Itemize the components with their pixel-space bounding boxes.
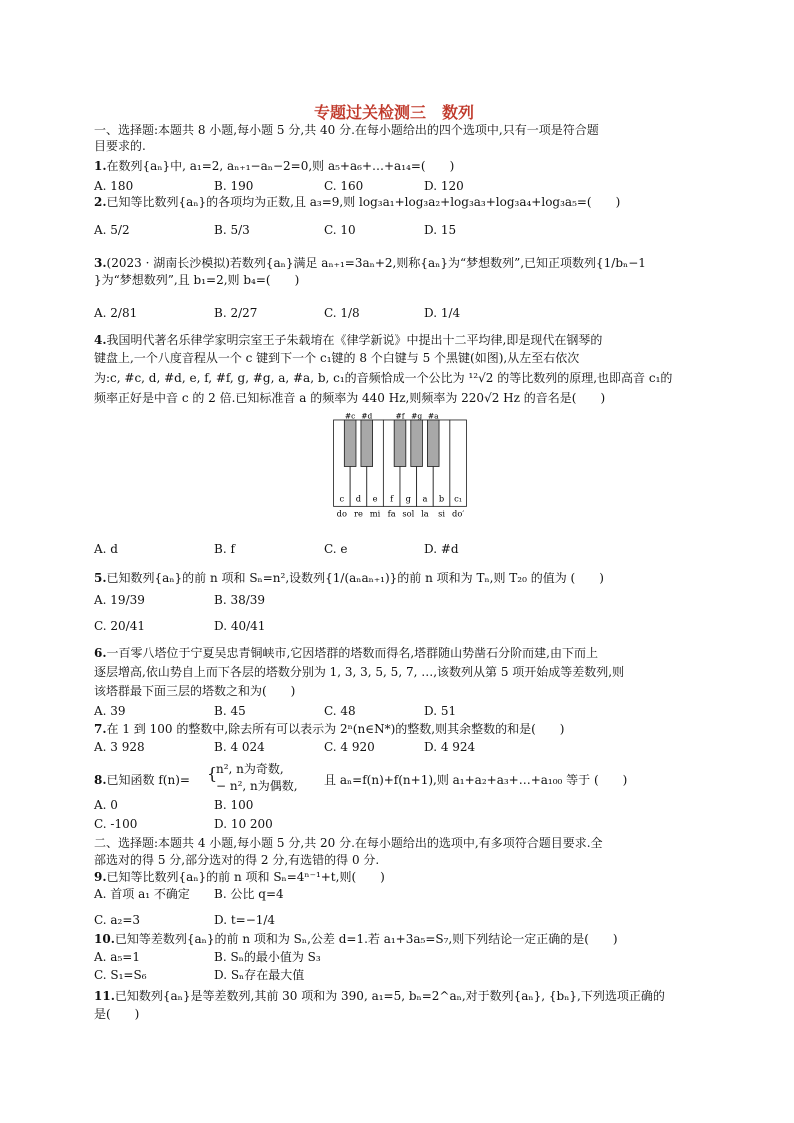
q8-case1: n², n为奇数, — [216, 762, 284, 776]
q6-option-d: D. 51 — [424, 704, 457, 718]
q2-option-d: D. 15 — [424, 223, 457, 237]
white-key-label: g — [405, 493, 411, 504]
q4-stem-l1: 4.我国明代著名乐律学家明宗室王子朱载堉在《律学新说》中提出十二平均律,即是现代在钢琴的 — [94, 333, 603, 347]
q2-option-c: C. 10 — [324, 223, 356, 237]
q4-option-c: C. e — [324, 542, 348, 556]
q4-option-a: A. d — [94, 542, 118, 556]
solfege-label: la — [421, 508, 429, 518]
q5-option-d: D. 40/41 — [214, 619, 266, 633]
solfege-label: si — [438, 508, 445, 518]
q4-option-b: B. f — [214, 542, 235, 556]
q8-option-d: D. 10 200 — [214, 817, 273, 831]
q3-option-a: A. 2/81 — [94, 306, 138, 320]
black-key-label: #f — [395, 411, 405, 421]
q11-stem-l2: 是( ) — [94, 1007, 140, 1021]
section1-heading-l2: 目要求的. — [94, 139, 146, 153]
section2-heading-l2: 部选对的得 5 分,部分选对的得 2 分,有选错的得 0 分. — [94, 853, 380, 867]
solfege-label: mi — [369, 508, 381, 518]
q10-option-d: D. Sₙ存在最大值 — [214, 968, 305, 982]
q1-option-a: A. 180 — [94, 179, 134, 193]
section1-heading-l1: 一、选择题:本题共 8 小题,每小题 5 分,共 40 分.在每小题给出的四个选项中,只有一项是符合题 — [94, 123, 599, 137]
q9-option-c: C. a₂=3 — [94, 913, 141, 927]
q4-stem-l4: 频率正好是中音 c 的 2 倍.已知标准音 a 的频率为 440 Hz,则频率为 220√2 Hz 的音名是( ) — [94, 391, 606, 405]
q3-stem-l2: }为“梦想数列”,且 b₁=2,则 b₄=( ) — [94, 273, 300, 287]
q6-option-c: C. 48 — [324, 704, 356, 718]
black-key — [427, 420, 439, 467]
solfege-label: do — [336, 508, 348, 518]
white-key-label: b — [438, 493, 445, 504]
q10-stem: 10.已知等差数列{aₙ}的前 n 项和为 Sₙ,公差 d=1.若 a₁+3a₅=S₇,则下列结论一定正确的是( ) — [94, 932, 618, 946]
solfege-label: do′ — [452, 508, 465, 518]
q2-option-a: A. 5/2 — [94, 223, 130, 237]
q6-stem-l2: 逐层增高,依山势自上而下各层的塔数分别为 1, 3, 3, 5, 5, 7, …,该数列从第 5 项开始成等差数列,则 — [94, 665, 625, 679]
q1-option-c: C. 160 — [324, 179, 364, 193]
q5-option-c: C. 20/41 — [94, 619, 145, 633]
q5-stem: 5.已知数列{aₙ}的前 n 项和 Sₙ=n²,设数列{1/(aₙaₙ₊₁)}的前 n 项和为 Tₙ,则 T₂₀ 的值为 ( ) — [94, 571, 604, 585]
black-key-label: #a — [427, 411, 439, 421]
solfege-label: fa — [387, 508, 396, 518]
q3-option-d: D. 1/4 — [424, 306, 461, 320]
q9-option-b: B. 公比 q=4 — [214, 887, 284, 901]
piano-keyboard-figure — [320, 410, 480, 518]
q10-option-b: B. Sₙ的最小值为 S₃ — [214, 950, 321, 964]
q8-stem: 8.已知函数 f(n)= — [94, 773, 190, 787]
q8-stem-post: 且 aₙ=f(n)+f(n+1),则 a₁+a₂+a₃+…+a₁₀₀ 等于 ( ) — [324, 773, 628, 787]
white-key-label: a — [422, 493, 428, 504]
q8-brace: { — [207, 764, 218, 783]
q9-option-a: A. 首项 a₁ 不确定 — [94, 887, 190, 901]
q9-option-d: D. t=−1/4 — [214, 913, 276, 927]
q3-option-b: B. 2/27 — [214, 306, 258, 320]
q2-stem: 2.已知等比数列{aₙ}的各项均为正数,且 a₃=9,则 log₃a₁+log₃a₂+log₃a₃+log₃a₄+log₃a₅=( ) — [94, 195, 621, 209]
q6-stem-l3: 该塔群最下面三层的塔数之和为( ) — [94, 684, 296, 698]
q10-option-a: A. a₅=1 — [94, 950, 140, 964]
q8-option-a: A. 0 — [94, 798, 118, 812]
q8-case2: − n², n为偶数, — [216, 779, 298, 793]
q10-option-c: C. S₁=S₆ — [94, 968, 147, 982]
q5-option-b: B. 38/39 — [214, 593, 266, 607]
q1-option-d: D. 120 — [424, 179, 464, 193]
black-key — [411, 420, 423, 467]
solfege-label: re — [354, 508, 363, 518]
q6-stem-l1: 6.一百零八塔位于宁夏吴忠青铜峡市,它因塔群的塔数而得名,塔群随山势凿石分阶而建,由下而上 — [94, 646, 598, 660]
q7-stem: 7.在 1 到 100 的整数中,除去所有可以表示为 2ⁿ(n∈N*)的整数,则其余整数的和是( ) — [94, 722, 565, 736]
black-key-label: #c — [344, 411, 356, 421]
q11-stem: 11.已知数列{aₙ}是等差数列,其前 30 项和为 390, a₁=5, bₙ=2^aₙ,对于数列{aₙ}, {bₙ},下列选项正确的 — [94, 989, 665, 1003]
q6-option-a: A. 39 — [94, 704, 126, 718]
section2-heading-l1: 二、选择题:本题共 4 小题,每小题 5 分,共 20 分.在每小题给出的选项中,有多项符合题目要求.全 — [94, 836, 603, 850]
q9-stem: 9.已知等比数列{aₙ}的前 n 项和 Sₙ=4ⁿ⁻¹+t,则( ) — [94, 870, 385, 884]
q3-stem: 3.(2023 · 湖南长沙模拟)若数列{aₙ}满足 aₙ₊₁=3aₙ+2,则称{aₙ}为“梦想数列”,已知正项数列{1/bₙ−1 — [94, 256, 646, 270]
black-key — [394, 420, 406, 467]
q4-stem-l3: 为:c, #c, d, #d, e, f, #f, g, #g, a, #a, b, c₁的音频恰成一个公比为 ¹²√2 的等比数列的原理,也即高音 c₁的 — [94, 371, 673, 385]
q8-option-c: C. -100 — [94, 817, 138, 831]
q2-option-b: B. 5/3 — [214, 223, 250, 237]
q4-option-d: D. #d — [424, 542, 459, 556]
q4-stem-l2: 键盘上,一个八度音程从一个 c 键到下一个 c₁键的 8 个白键与 5 个黑键(如图),从左至右依次 — [94, 351, 580, 365]
q7-option-b: B. 4 024 — [214, 740, 265, 754]
q1-option-b: B. 190 — [214, 179, 254, 193]
white-key-label: e — [372, 493, 378, 504]
q5-option-a: A. 19/39 — [94, 593, 145, 607]
white-key-label: c — [339, 493, 345, 504]
solfege-label: sol — [402, 508, 415, 518]
q7-option-a: A. 3 928 — [94, 740, 145, 754]
white-key-label: c₁ — [454, 493, 463, 504]
q1-stem: 1.在数列{aₙ}中, a₁=2, aₙ₊₁−aₙ−2=0,则 a₅+a₆+…+a₁₄=( ) — [94, 159, 455, 173]
q8-option-b: B. 100 — [214, 798, 254, 812]
q6-option-b: B. 45 — [214, 704, 246, 718]
white-key-label: d — [355, 493, 362, 504]
q3-option-c: C. 1/8 — [324, 306, 360, 320]
q7-option-d: D. 4 924 — [424, 740, 476, 754]
page-title: 专题过关检测三 数列 — [313, 103, 474, 122]
white-key-label: f — [390, 493, 394, 504]
black-key — [361, 420, 373, 467]
q7-option-c: C. 4 920 — [324, 740, 375, 754]
black-key-label: #d — [361, 411, 373, 421]
black-key-label: #g — [411, 411, 423, 421]
black-key — [344, 420, 356, 467]
